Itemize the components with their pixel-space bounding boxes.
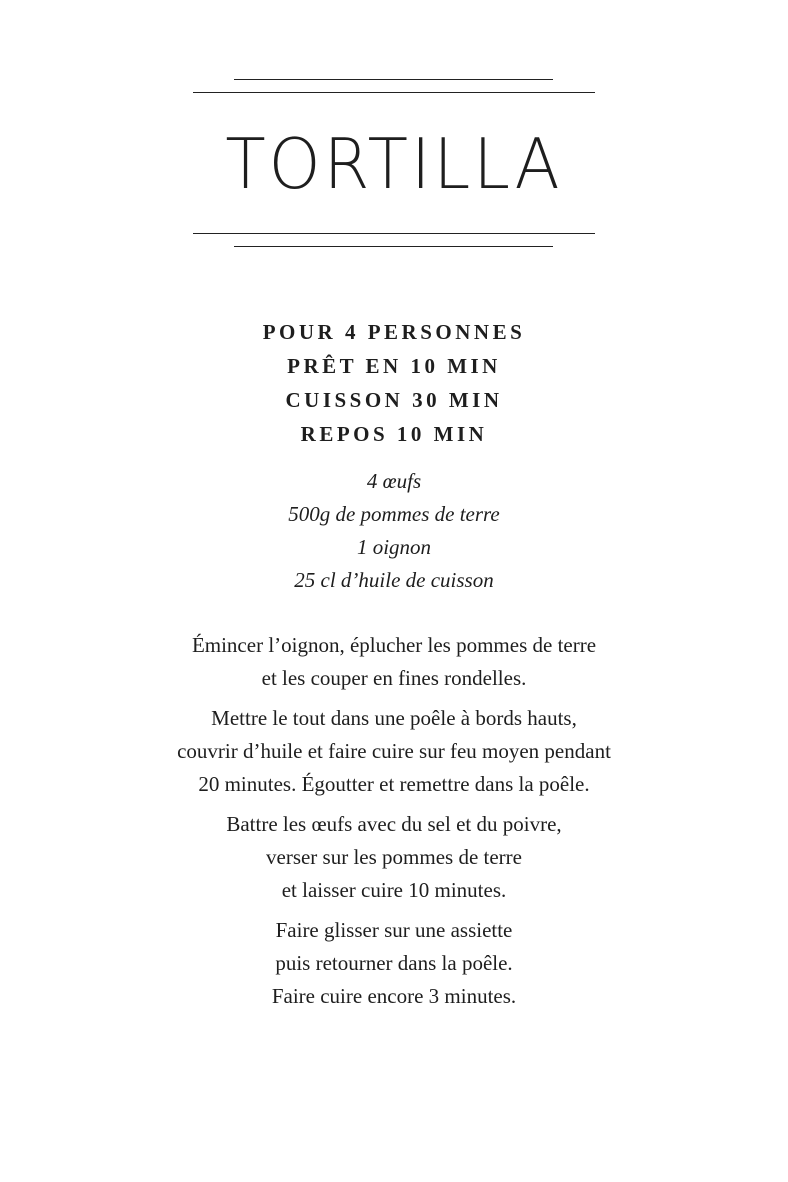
step-line: couvrir d’huile et faire cuire sur feu moyen pendant (177, 739, 611, 763)
ingredient: 25 cl d’huile de cuisson (294, 568, 494, 592)
servings: POUR 4 PERSONNES (262, 320, 526, 344)
step-2 (0, 702, 788, 801)
step-line: puis retourner dans la poêle. (275, 951, 513, 975)
step-line: Mettre le tout dans une poêle à bords hauts, (211, 706, 577, 730)
step-line: Battre les œufs avec du sel et du poivre, (226, 812, 562, 836)
step-line: Émincer l’oignon, éplucher les pommes de terre (191, 633, 597, 657)
step-line: et les couper en fines rondelles. (261, 666, 527, 690)
rest-time: REPOS 10 MIN (300, 422, 488, 446)
step-line: Faire glisser sur une assiette (275, 918, 513, 942)
instructions (0, 629, 788, 1020)
prep-time: PRÊT EN 10 MIN (287, 354, 501, 378)
recipe-title: TORTILLA (225, 124, 563, 205)
step-line: et laisser cuire 10 minutes. (281, 878, 507, 902)
bottom-long-rule (193, 233, 595, 234)
step-line: verser sur les pommes de terre (266, 845, 522, 869)
ingredient: 500g de pommes de terre (288, 502, 500, 526)
ingredients-list (0, 465, 788, 597)
step-line: Faire cuire encore 3 minutes. (271, 984, 517, 1008)
ingredient: 4 œufs (366, 469, 422, 493)
step-1 (0, 629, 788, 695)
step-4 (0, 914, 788, 1013)
recipe-info (0, 315, 788, 451)
top-long-rule (193, 92, 595, 93)
step-line: 20 minutes. Égoutter et remettre dans la poêle. (198, 772, 590, 796)
cook-time: CUISSON 30 MIN (285, 388, 503, 412)
step-3 (0, 808, 788, 907)
ingredient: 1 oignon (356, 535, 432, 559)
top-short-rule (234, 79, 553, 80)
bottom-short-rule (234, 246, 553, 247)
